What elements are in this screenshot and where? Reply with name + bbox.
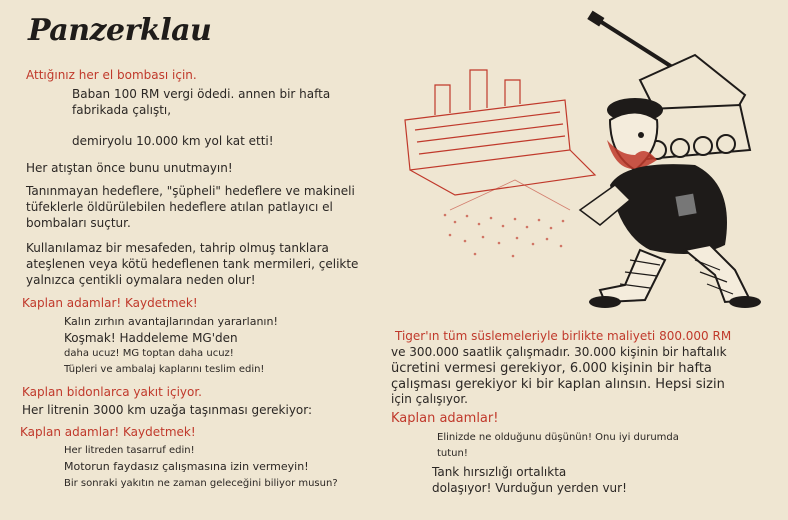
text-line: ateşlenen veya kötü hedeflenen tank mermileri, çelikte [26,257,359,271]
text-line: daha ucuz! MG toptan daha ucuz! [64,348,234,359]
text-line: Baban 100 RM vergi ödedi. annen bir hafta [72,87,331,101]
text-line: ücretini vermesi gerekiyor, 6.000 kişinin bir hafta [391,361,712,376]
tank-thief-cartoon-icon [395,10,785,310]
text-line: Her litrenin 3000 km uzağa taşınması gerekiyor: [22,403,313,417]
text-line: için çalışıyor. [391,392,468,406]
text-line: tutun! [437,448,468,459]
text-line: Her atıştan önce bunu unutmayın! [26,161,233,175]
text-line: çalışması gerekiyor ki bir kaplan alınsın. Hepsi sizin [391,377,725,392]
text-line: fabrikada çalıştı, [72,103,172,117]
text-line: ve 300.000 saatlik çalışmadır. 30.000 kişinin bir haftalık [391,345,727,359]
text-line: Kullanılamaz bir mesafeden, tahrip olmuş tanklara [26,241,329,255]
factory-sketch [405,70,595,195]
text-line: Koşmak! Haddeleme MG'den [64,331,238,345]
intro-line: Attığınız her el bombası için. [26,68,197,82]
crowd-sketch [444,214,565,258]
text-line: Her litreden tasarruf edin! [64,445,195,456]
text-line: Elinizde ne olduğunu düşünün! Onu iyi durumda [437,432,679,443]
section-heading: Kaplan adamlar! [391,411,499,426]
section-heading: Kaplan bidonlarca yakıt içiyor. [22,385,202,399]
section-heading: Kaplan adamlar! Kaydetmek! [20,425,196,439]
cost-line: Tiger'ın tüm süslemeleriyle birlikte maliyeti 800.000 RM [395,329,732,343]
section-heading: Kaplan adamlar! Kaydetmek! [22,296,198,310]
text-line: dolaşıyor! Vurduğun yerden vur! [432,481,627,495]
text-line: Motorun faydasız çalışmasına izin vermeyin! [64,460,309,473]
text-line: Tank hırsızlığı ortalıkta [432,465,567,479]
text-line: tüfeklerle öldürülebilen hedeflere atılan patlayıcı el [26,200,333,214]
text-line: Kalın zırhın avantajlarından yararlanın! [64,315,278,328]
text-line: demiryolu 10.000 km yol kat etti! [72,134,274,148]
text-line: Bir sonraki yakıtın ne zaman geleceğini biliyor musun? [64,478,338,489]
text-line: Tanınmayan hedeflere, "şüpheli" hedeflere ve makineli [26,184,355,198]
text-line: yalnızca çentikli oymalara neden olur! [26,273,256,287]
text-line: bombaları suçtur. [26,216,131,230]
page-title: Panzerklau [28,13,212,48]
text-line: Tüpleri ve ambalaj kaplarını teslim edin! [64,364,265,375]
